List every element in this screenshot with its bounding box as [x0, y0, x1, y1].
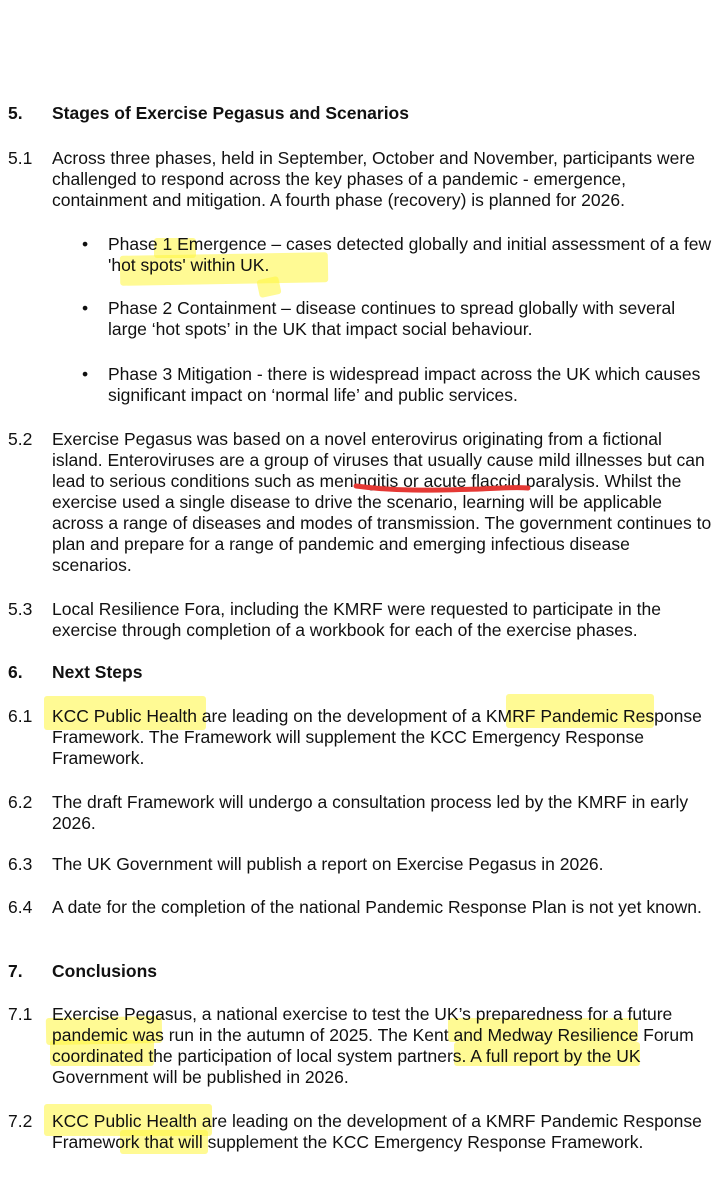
bullet-text: Phase 3 Mitigation - there is widespread impact across the UK which causes significant impact on ‘normal life’ and public services.	[108, 364, 701, 405]
paragraph-text: The draft Framework will undergo a consultation process led by the KMRF in early 2026.	[52, 792, 689, 833]
bullet-marker: •	[82, 234, 89, 254]
bullet-text: Phase 2 Containment – disease continues to spread globally with several large ‘hot spots’ in the UK that impact social behaviour.	[108, 298, 676, 339]
paragraph-text: KCC Public Health are leading on the development of a KMRF Pandemic Response Framework that will supplement the KCC Emergency Response Framework.	[52, 1111, 702, 1152]
paragraph-number: 5.3	[8, 599, 33, 619]
bullet-text: Phase 1 Emergence – cases detected globally and initial assessment of a few 'hot spots' within UK.	[108, 234, 712, 275]
paragraph-number: 5.2	[8, 429, 33, 449]
paragraph-text: Exercise Pegasus was based on a novel enterovirus originating from a fictional island. Enteroviruses are a group of viruses that usually cause mild illnesses but can lead to serious conditions such as meningitis or acute flaccid paralysis. Whilst the exercise used a single disease to drive the scenario, learning will be applicable across a range of diseases and modes of transmission. The government continues to plan and prepare for a range of pandemic and emerging infectious disease scenarios.	[52, 429, 712, 575]
paragraph-number: 7.1	[8, 1004, 33, 1024]
section-number: 7.	[8, 961, 23, 981]
section-title: Conclusions	[52, 961, 158, 981]
paragraph-number: 6.1	[8, 706, 33, 726]
red-pen-stroke	[356, 486, 528, 490]
paragraph-text: The UK Government will publish a report on Exercise Pegasus in 2026.	[52, 854, 604, 874]
section-title: Stages of Exercise Pegasus and Scenarios	[52, 103, 409, 123]
paragraph-number: 5.1	[8, 148, 33, 168]
section-number: 5.	[8, 103, 23, 123]
section-number: 6.	[8, 662, 23, 682]
paragraph-number: 7.2	[8, 1111, 33, 1131]
paragraph-text: A date for the completion of the national Pandemic Response Plan is not yet known.	[52, 897, 702, 917]
paragraph-number: 6.4	[8, 897, 33, 917]
bullet-marker: •	[82, 298, 89, 318]
paragraph-text: Local Resilience Fora, including the KMRF were requested to participate in the exercise through completion of a workbook for each of the exercise phases.	[52, 599, 661, 640]
paragraph-text: Exercise Pegasus, a national exercise to test the UK’s preparedness for a future pandemic was run in the autumn of 2025. The Kent and Medway Resilience Forum coordinated the participation of local system partners. A full report by the UK Government will be published in 2026.	[52, 1004, 694, 1087]
section-title: Next Steps	[52, 662, 143, 682]
paragraph-number: 6.2	[8, 792, 33, 812]
paragraph-text: KCC Public Health are leading on the development of a KMRF Pandemic Response Framework. The Framework will supplement the KCC Emergency Response Framework.	[52, 706, 702, 768]
bullet-marker: •	[82, 364, 89, 384]
paragraph-number: 6.3	[8, 854, 33, 874]
paragraph-text: Across three phases, held in September, October and November, participants were challenged to respond across the key phases of a pandemic - emergence, containment and mitigation. A fourth phase (recovery) is planned for 2026.	[52, 148, 695, 210]
